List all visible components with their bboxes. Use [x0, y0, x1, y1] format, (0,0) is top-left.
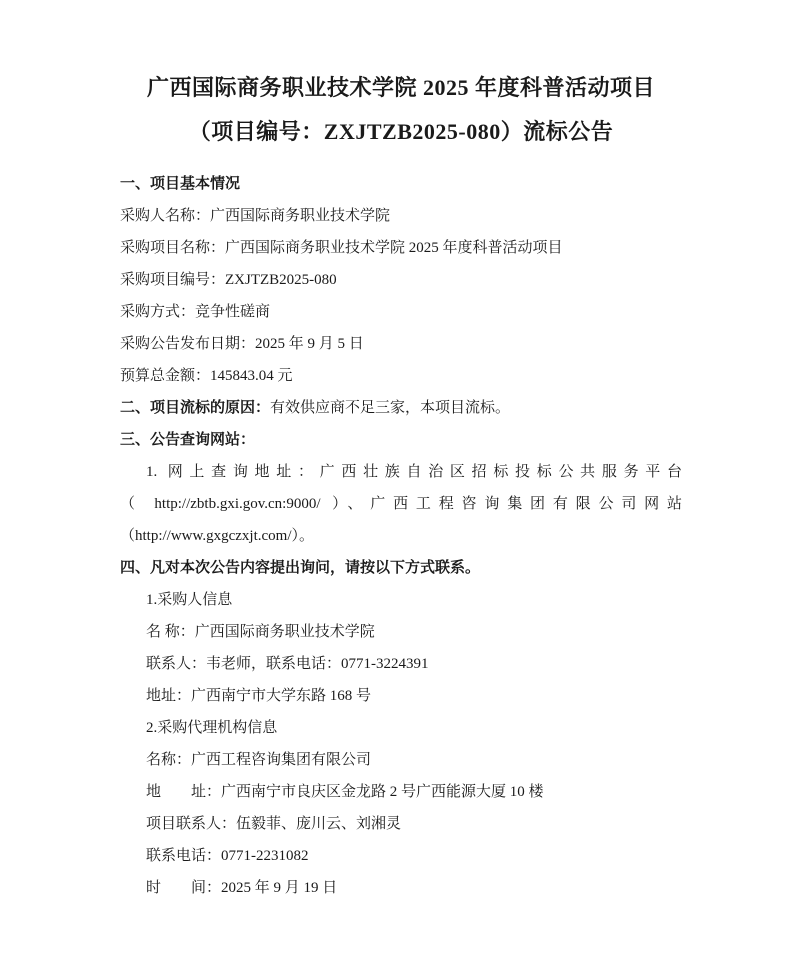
section-websites-heading: 三、公告查询网站：	[120, 432, 256, 448]
document-title	[120, 66, 682, 154]
section-failure-reason	[120, 392, 682, 424]
document-title-line-2: （项目编号：ZXJTZB2025-080）流标公告	[188, 119, 614, 144]
section-basic-heading: 一、项目基本情况	[120, 176, 241, 192]
field-project-number: 采购项目编号：ZXJTZB2025-080	[120, 272, 337, 288]
document-title-line-1: 广西国际商务职业技术学院 2025 年度科普活动项目	[146, 75, 655, 100]
field-project-name: 采购项目名称：广西国际商务职业技术学院 2025 年度科普活动项目	[120, 240, 563, 256]
field-budget-total: 预算总金额：145843.04 元	[120, 368, 293, 384]
failure-reason-text: 有效供应商不足三家，本项目流标。	[270, 400, 511, 416]
document-body	[120, 168, 682, 904]
purchaser-info-title: 1.采购人信息	[146, 592, 233, 608]
field-purchaser-name: 采购人名称：广西国际商务职业技术学院	[120, 208, 391, 224]
section-contact-heading: 四、凡对本次公告内容提出询问，请按以下方式联系。	[120, 560, 481, 576]
website-query-line-1: 1. 网上查询地址：广西壮族自治区招标投标公共服务平台	[146, 464, 682, 480]
agency-contact-persons: 项目联系人：伍毅菲、庞川云、刘湘灵	[146, 816, 402, 832]
purchaser-contact-person: 联系人：韦老师，联系电话：0771-3224391	[146, 656, 429, 672]
section-failure-heading: 二、项目流标的原因：	[120, 400, 271, 416]
field-procurement-method: 采购方式：竞争性磋商	[120, 304, 271, 320]
agency-name: 名称：广西工程咨询集团有限公司	[146, 752, 372, 768]
agency-address: 地 址：广西南宁市良庆区金龙路 2 号广西能源大厦 10 楼	[146, 784, 544, 800]
purchaser-address: 地址：广西南宁市大学东路 168 号	[146, 688, 372, 704]
agency-date: 时 间：2025 年 9 月 19 日	[146, 880, 338, 896]
field-announcement-date: 采购公告发布日期：2025 年 9 月 5 日	[120, 336, 364, 352]
website-query-line-2: （ http://zbtb.gxi.gov.cn:9000/ ）、广西工程咨询集团有限公司网站	[120, 496, 682, 512]
purchaser-name: 名 称：广西国际商务职业技术学院	[146, 624, 375, 640]
agency-info-title: 2.采购代理机构信息	[146, 720, 278, 736]
website-query-line-3: （http://www.gxgczxjt.com/）。	[120, 528, 315, 544]
agency-phone: 联系电话：0771-2231082	[146, 848, 309, 864]
